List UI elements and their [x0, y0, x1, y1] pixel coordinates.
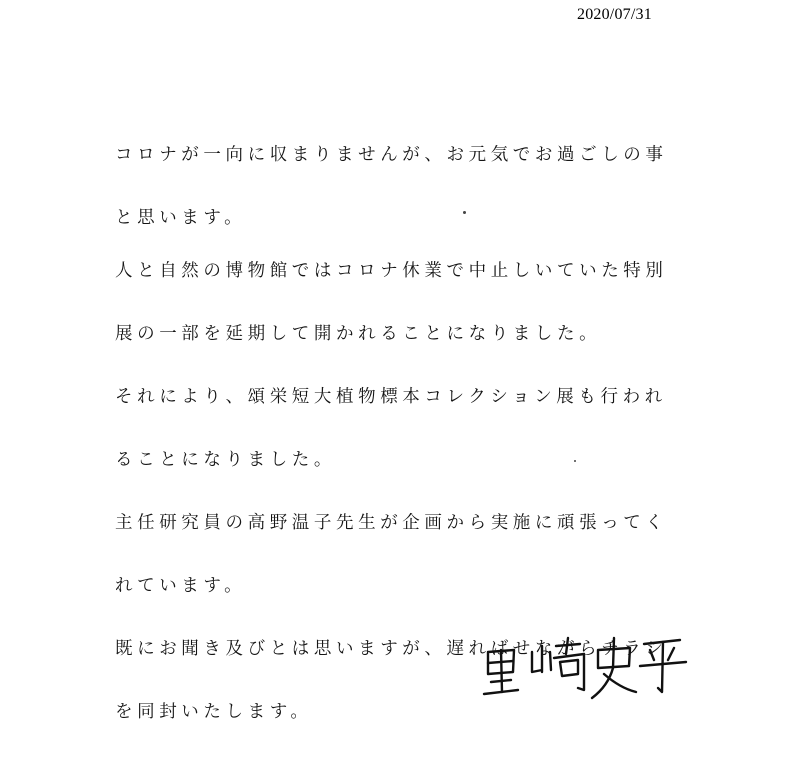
letter-line: 既にお聞き及びとは思いますが、遅ればせながらチラシ: [115, 639, 668, 659]
letter-line: と思います。: [115, 208, 247, 228]
letter-line: 展の一部を延期して開かれることになりました。: [115, 324, 602, 344]
scan-speck: [463, 211, 466, 214]
letter-line: コロナが一向に収まりませんが、お元気でお過ごしの事: [115, 145, 668, 165]
scan-speck: [574, 460, 576, 462]
letter-line: れています。: [115, 576, 247, 596]
handwritten-signature: [480, 630, 700, 710]
letter-line: を同封いたします。: [115, 702, 313, 722]
letter-line: それにより、頌栄短大植物標本コレクション展も行われ: [115, 387, 667, 407]
letter-line: 主任研究員の高野温子先生が企画から実施に頑張ってく: [115, 513, 668, 533]
letter-line: 人と自然の博物館ではコロナ休業で中止しいていた特別: [115, 261, 668, 281]
letter-line: ることになりました。: [115, 450, 336, 470]
letter-date: 2020/07/31: [577, 6, 652, 23]
